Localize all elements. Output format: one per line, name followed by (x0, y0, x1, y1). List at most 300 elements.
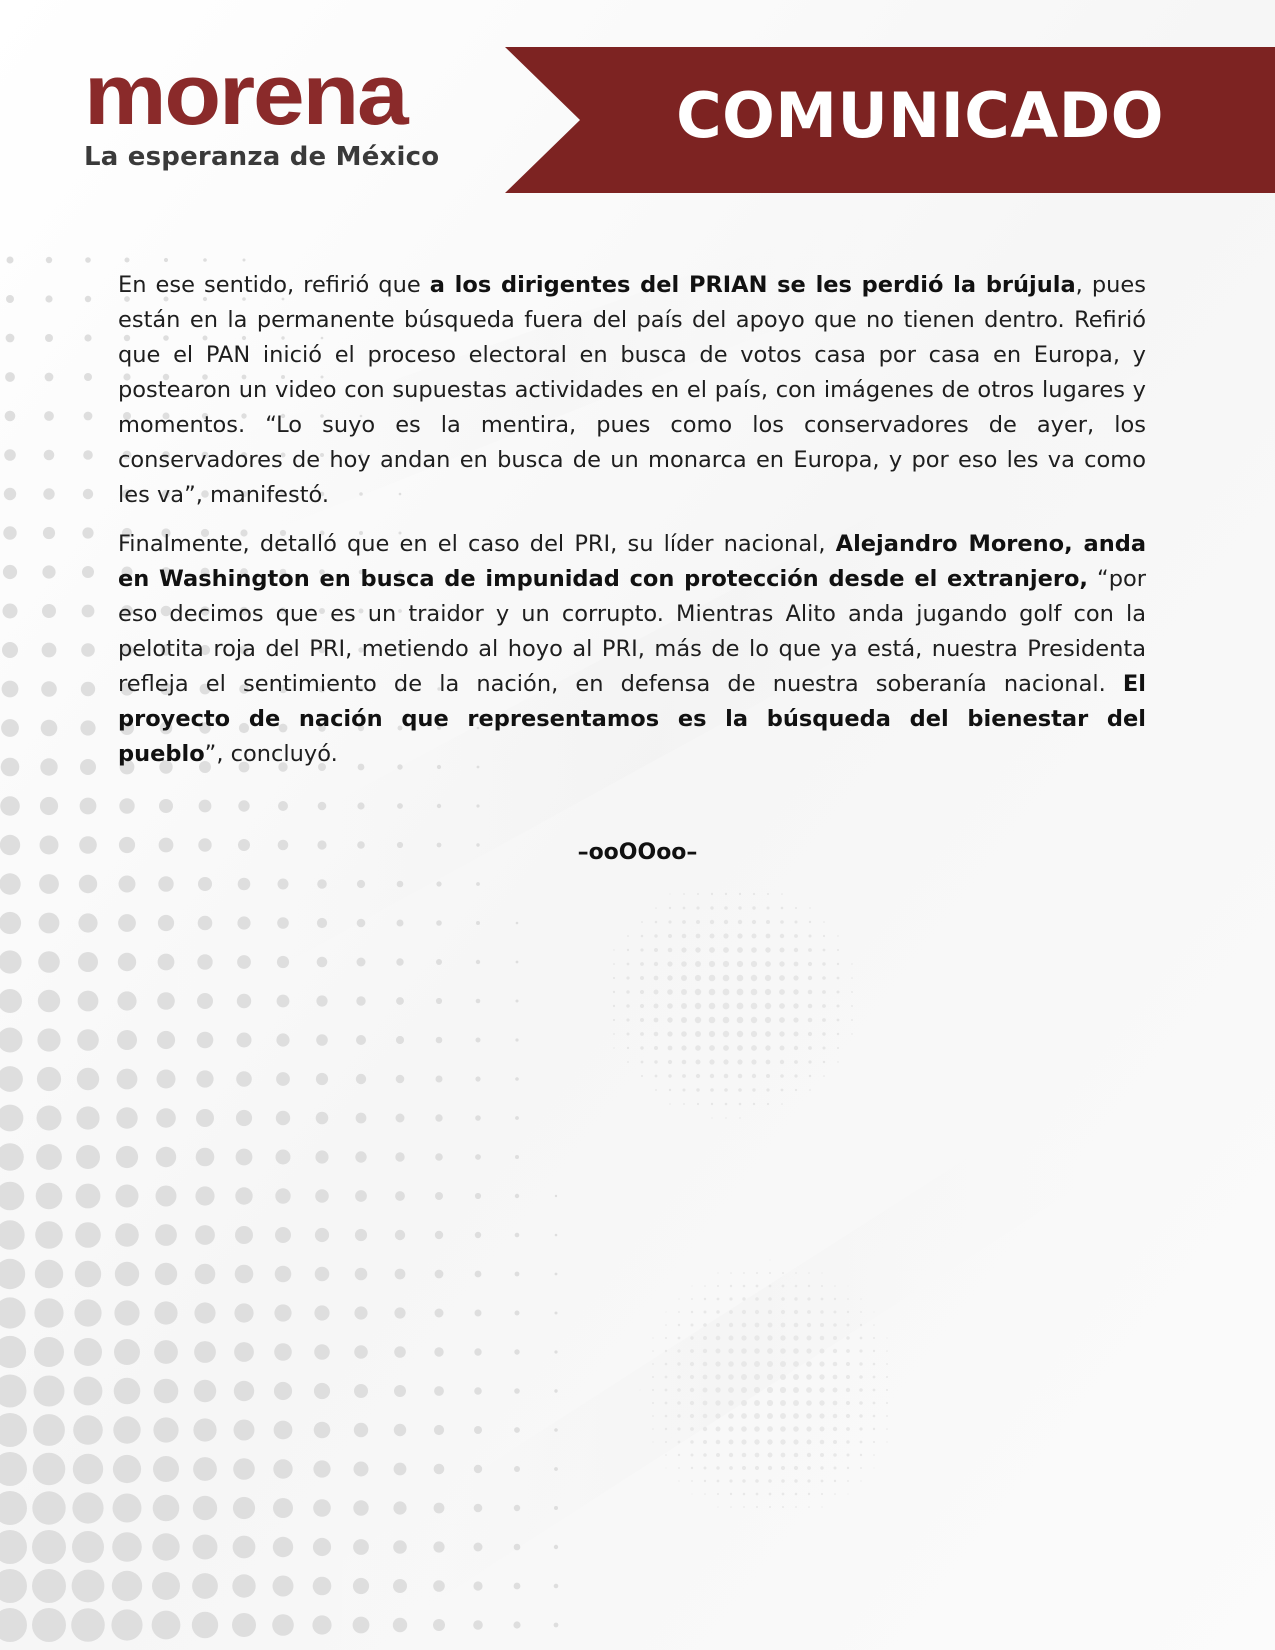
halftone-dot (46, 257, 52, 263)
halftone-dot (654, 1004, 659, 1009)
halftone-dot (83, 489, 93, 499)
halftone-dot (837, 977, 840, 980)
halftone-dot (5, 411, 16, 422)
halftone-dot (433, 1580, 445, 1592)
halftone-dot (274, 1343, 292, 1361)
halftone-dot (873, 1428, 875, 1430)
halftone-dot (767, 1387, 773, 1393)
halftone-dot (434, 1425, 444, 1435)
halftone-dot (32, 1530, 66, 1564)
halftone-dot (793, 1374, 799, 1380)
halftone-dot (278, 801, 288, 811)
halftone-dot (737, 1017, 744, 1024)
halftone-dot (742, 1310, 746, 1314)
halftone-dot (669, 893, 670, 894)
halftone-dot (695, 947, 700, 952)
halftone-dot (751, 1017, 757, 1023)
halftone-dot (717, 1480, 720, 1483)
halftone-dot (823, 921, 825, 923)
halftone-dot (741, 1426, 747, 1432)
halftone-dot (475, 1310, 482, 1317)
halftone-dot (436, 1076, 443, 1083)
halftone-dot (724, 1074, 729, 1079)
banner-title: COMUNICADO (676, 79, 1164, 152)
halftone-dot (435, 1231, 443, 1239)
halftone-dot (232, 1574, 255, 1597)
halftone-dot (314, 1383, 330, 1399)
halftone-dot (34, 1298, 63, 1327)
halftone-dot (395, 1152, 404, 1161)
halftone-dot (710, 1074, 714, 1078)
halftone-dot (199, 800, 212, 813)
halftone-dot (781, 1297, 785, 1301)
halftone-dot (807, 1336, 812, 1341)
halftone-dot (234, 1381, 254, 1401)
halftone-dot (237, 916, 250, 929)
halftone-dot (794, 1466, 798, 1470)
halftone-dot (729, 1453, 733, 1457)
halftone-dot (751, 1003, 758, 1010)
halftone-dot (793, 1400, 799, 1406)
halftone-dot (837, 963, 839, 965)
halftone-dot (725, 1117, 726, 1118)
halftone-dot (277, 956, 289, 968)
halftone-dot (692, 1286, 693, 1287)
halftone-dot (357, 802, 364, 809)
halftone-dot (435, 1309, 444, 1318)
halftone-dot (873, 1363, 876, 1366)
halftone-dot (554, 1389, 557, 1392)
halftone-dot (739, 1117, 740, 1118)
halftone-dot (396, 997, 404, 1005)
halftone-dot (475, 1193, 481, 1199)
halftone-dot (860, 1441, 863, 1444)
halftone-dot (769, 1272, 771, 1274)
halftone-dot (652, 1350, 654, 1352)
halftone-dot (681, 1017, 687, 1023)
halftone-dot (715, 1387, 720, 1392)
halftone-dot (640, 1004, 644, 1008)
halftone-dot (860, 1311, 862, 1313)
halftone-dot (860, 1298, 861, 1299)
halftone-dot (755, 1297, 759, 1301)
halftone-dot (666, 1468, 667, 1469)
halftone-dot (755, 1310, 759, 1314)
halftone-dot (690, 1375, 694, 1379)
halftone-dot (808, 1032, 812, 1036)
halftone-dot (793, 1439, 798, 1444)
halftone-dot (313, 1577, 332, 1596)
halftone-dot (42, 565, 55, 578)
halftone-dot (695, 1031, 701, 1037)
halftone-dot (848, 1494, 849, 1495)
halftone-dot (768, 1323, 773, 1328)
halftone-dot (394, 1307, 405, 1318)
halftone-dot (704, 1311, 707, 1314)
halftone-dot (79, 875, 97, 893)
halftone-dot (277, 917, 289, 929)
halftone-dot (716, 1466, 719, 1469)
halftone-dot (806, 1413, 812, 1419)
halftone-dot (665, 1324, 667, 1326)
halftone-dot (192, 1612, 218, 1638)
halftone-dot (84, 373, 92, 381)
halftone-dot (741, 1413, 747, 1419)
halftone-dot (436, 881, 441, 886)
halftone-dot (691, 1454, 694, 1457)
halftone-dot (823, 935, 825, 937)
halftone-dot (117, 1030, 137, 1050)
halftone-dot (193, 1535, 218, 1560)
halftone-dot (36, 1183, 63, 1210)
halftone-dot (738, 920, 742, 924)
halftone-dot (704, 1493, 706, 1495)
halftone-dot (737, 989, 744, 996)
halftone-dot (780, 1060, 784, 1064)
halftone-dot (434, 1347, 443, 1356)
halftone-dot (475, 1154, 481, 1160)
halftone-dot (652, 1441, 653, 1442)
halftone-dot (515, 1077, 519, 1081)
halftone-dot (80, 720, 95, 735)
halftone-dot (795, 907, 797, 909)
halftone-dot (807, 1297, 810, 1300)
halftone-dot (779, 975, 785, 981)
halftone-dot (275, 1227, 291, 1243)
halftone-dot (728, 1387, 734, 1393)
halftone-dot (690, 1336, 693, 1339)
halftone-dot (678, 1467, 680, 1469)
halftone-dot (873, 1441, 875, 1443)
halftone-dot (751, 1059, 756, 1064)
halftone-dot (83, 450, 93, 460)
halftone-dot (768, 1453, 773, 1458)
halftone-dot (197, 993, 213, 1009)
halftone-dot (793, 1017, 798, 1022)
halftone-dot (627, 935, 629, 937)
halftone-dot (703, 1336, 707, 1340)
halftone-dot (847, 1454, 850, 1457)
halftone-dot (781, 1453, 786, 1458)
halftone-dot (691, 1480, 693, 1482)
halftone-dot (716, 1323, 720, 1327)
halftone-dot (847, 1480, 849, 1482)
halftone-dot (682, 920, 686, 924)
halftone-dot (232, 1613, 256, 1637)
halftone-dot (753, 893, 755, 895)
halftone-dot (313, 1499, 331, 1517)
halftone-dot (724, 906, 728, 910)
halftone-dot (752, 906, 755, 909)
halftone-dot (716, 1349, 721, 1354)
halftone-dot (667, 961, 672, 966)
halftone-dot (43, 488, 54, 499)
halftone-dot (554, 1428, 558, 1432)
halftone-dot (716, 1440, 721, 1445)
halftone-dot (6, 295, 14, 303)
halftone-dot (640, 990, 644, 994)
halftone-dot (278, 879, 289, 890)
halftone-dot (738, 1074, 743, 1079)
halftone-dot (808, 1493, 810, 1495)
halftone-dot (859, 1401, 863, 1405)
halftone-dot (669, 1103, 670, 1104)
halftone-dot (886, 1376, 888, 1378)
halftone-dot (640, 1390, 641, 1391)
halftone-dot (837, 1019, 840, 1022)
halftone-dot (873, 1376, 876, 1379)
halftone-dot (833, 1349, 837, 1353)
halftone-dot (38, 990, 60, 1012)
halftone-dot (276, 1150, 291, 1165)
halftone-dot (819, 1387, 824, 1392)
halftone-dot (846, 1349, 850, 1353)
halftone-dot (153, 1417, 178, 1442)
halftone-dot (613, 1019, 615, 1021)
halftone-dot (33, 1414, 65, 1446)
halftone-dot (640, 1046, 643, 1049)
halftone-dot (626, 976, 629, 979)
halftone-dot (808, 1506, 810, 1508)
halftone-dot (85, 257, 91, 263)
halftone-dot (833, 1440, 837, 1444)
halftone-dot (192, 1573, 218, 1599)
halftone-dot (723, 947, 729, 953)
halftone-dot (780, 1335, 785, 1340)
halftone-dot (886, 1415, 888, 1417)
halftone-dot (119, 876, 136, 893)
halftone-dot (741, 1439, 746, 1444)
halftone-dot (767, 1413, 773, 1419)
halftone-dot (668, 1060, 672, 1064)
halftone-dot (436, 920, 442, 926)
halftone-dot (755, 1466, 759, 1470)
halftone-dot (823, 949, 826, 952)
halftone-dot (0, 873, 21, 894)
halftone-dot (682, 1074, 686, 1078)
halftone-dot (768, 1297, 772, 1301)
halftone-dot (767, 1335, 772, 1340)
halftone-dot (555, 1234, 558, 1237)
halftone-dot (677, 1349, 680, 1352)
halftone-dot (32, 1608, 66, 1642)
halftone-dot (74, 1338, 102, 1366)
halftone-dot (710, 906, 713, 909)
halftone-dot (717, 1506, 718, 1507)
logo-wordmark: morena (84, 47, 407, 143)
halftone-dot (728, 1374, 734, 1380)
halftone-dot (613, 949, 614, 950)
halftone-dot (82, 527, 93, 538)
halftone-dot (655, 1089, 657, 1091)
halftone-dot (860, 1467, 862, 1469)
halftone-dot (678, 1298, 679, 1299)
halftone-dot (820, 1349, 825, 1354)
halftone-dot (709, 1045, 715, 1051)
halftone-dot (355, 1268, 368, 1281)
halftone-dot (807, 1466, 811, 1470)
halftone-dot (781, 1103, 783, 1105)
halftone-dot (681, 1031, 687, 1037)
halftone-dot (627, 1047, 629, 1049)
halftone-dot (766, 1060, 771, 1065)
halftone-dot (516, 922, 519, 925)
halftone-dot (476, 1038, 481, 1043)
halftone-dot (114, 1378, 141, 1405)
halftone-dot (514, 1505, 520, 1511)
halftone-dot (690, 1401, 694, 1405)
halftone-dot (5, 372, 15, 382)
halftone-dot (353, 1617, 370, 1634)
halftone-dot (275, 1266, 292, 1283)
halftone-dot (197, 954, 212, 969)
halftone-dot (725, 893, 727, 895)
halftone-dot (751, 1031, 757, 1037)
halftone-dot (834, 1298, 836, 1300)
halftone-dot (627, 1033, 630, 1036)
halftone-dot (42, 643, 57, 658)
halftone-dot (847, 1311, 849, 1313)
halftone-dot (729, 1440, 734, 1445)
halftone-dot (516, 1000, 519, 1003)
halftone-dot (157, 1031, 175, 1049)
halftone-dot (435, 1153, 443, 1161)
halftone-dot (156, 1108, 176, 1128)
halftone-dot (710, 1088, 714, 1092)
halftone-dot (668, 948, 673, 953)
halftone-dot (198, 877, 212, 891)
halftone-dot (859, 1427, 862, 1430)
halftone-dot (793, 1387, 799, 1393)
halftone-dot (779, 1017, 785, 1023)
halftone-dot (752, 934, 757, 939)
halftone-dot (640, 962, 644, 966)
halftone-dot (765, 947, 770, 952)
halftone-dot (315, 1150, 328, 1163)
halftone-dot (808, 990, 813, 995)
halftone-dot (742, 1323, 747, 1328)
halftone-dot (834, 1480, 836, 1482)
halftone-dot (641, 935, 644, 938)
halftone-dot (695, 1045, 701, 1051)
halftone-dot (652, 1363, 654, 1365)
halftone-dot (822, 990, 826, 994)
halftone-dot (754, 1387, 760, 1393)
halftone-dot (476, 882, 480, 886)
halftone-dot (769, 1493, 772, 1496)
halftone-dot (781, 1089, 784, 1092)
halftone-dot (77, 1029, 99, 1051)
halftone-dot (75, 1261, 101, 1287)
halftone-dot (767, 1374, 773, 1380)
halftone-dot (769, 1506, 771, 1508)
halftone-dot (741, 1387, 747, 1393)
halftone-dot (833, 1401, 838, 1406)
halftone-dot (846, 1401, 850, 1405)
halftone-dot (741, 1348, 747, 1354)
halftone-dot (554, 1350, 557, 1353)
halftone-dot (703, 1401, 708, 1406)
halftone-dot (715, 1361, 720, 1366)
halftone-dot (697, 1103, 699, 1105)
halftone-dot (781, 1479, 785, 1483)
halftone-dot (754, 1348, 760, 1354)
halftone-dot (197, 1032, 214, 1049)
halftone-dot (753, 1103, 755, 1105)
halftone-dot (434, 1464, 445, 1475)
halftone-dot (476, 960, 480, 964)
emphasis: El proyecto de nación que representamos es la búsqueda del bienestar del pueblo (118, 671, 1146, 767)
halftone-dot (741, 1361, 747, 1367)
halftone-dot (76, 1106, 99, 1129)
halftone-dot (691, 1298, 693, 1300)
halftone-dot (396, 1075, 405, 1084)
halftone-dot (153, 1456, 179, 1482)
halftone-dot (475, 1076, 480, 1081)
halftone-dot (275, 1188, 290, 1203)
halftone-dot (807, 1453, 811, 1457)
halftone-dot (4, 449, 16, 461)
halftone-dot (152, 1611, 181, 1640)
halftone-dot (3, 565, 17, 579)
halftone-dot (475, 1271, 482, 1278)
halftone-dot (729, 1466, 733, 1470)
halftone-dot (394, 1346, 406, 1358)
halftone-dot (273, 1459, 292, 1478)
halftone-dot (822, 1032, 825, 1035)
halftone-dot (33, 1453, 66, 1486)
emphasis: a los dirigentes del PRIAN se les perdió la brújula (429, 272, 1076, 298)
halftone-dot (695, 975, 701, 981)
halftone-dot (807, 1479, 810, 1482)
halftone-dot (35, 1260, 63, 1288)
halftone-dot (317, 879, 327, 889)
halftone-dot (81, 643, 95, 657)
halftone-dot (729, 1323, 733, 1327)
halftone-dot (738, 906, 741, 909)
halftone-dot (665, 1402, 668, 1405)
halftone-dot (4, 488, 16, 500)
halftone-dot (681, 975, 687, 981)
halftone-dot (807, 1310, 811, 1314)
logo-tagline: La esperanza de México (84, 142, 440, 172)
halftone-dot (476, 999, 481, 1004)
halftone-dot (886, 1389, 888, 1391)
halftone-dot (820, 1427, 825, 1432)
halftone-dot (235, 1226, 253, 1244)
halftone-dot (396, 1114, 405, 1123)
halftone-dot (514, 1349, 519, 1354)
halftone-dot (834, 1285, 836, 1287)
halftone-dot (678, 1480, 679, 1481)
halftone-dot (886, 1337, 887, 1338)
halftone-dot (751, 989, 758, 996)
halftone-dot (730, 1285, 732, 1287)
halftone-dot (754, 1426, 760, 1432)
halftone-dot (112, 1532, 142, 1562)
halftone-dot (158, 915, 174, 931)
halftone-dot (859, 1388, 863, 1392)
halftone-dot (859, 1375, 863, 1379)
halftone-dot (39, 913, 60, 934)
halftone-dot (276, 1033, 289, 1046)
halftone-dot (751, 975, 757, 981)
halftone-dot (243, 259, 246, 262)
morena-logo (84, 47, 440, 172)
halftone-dot (795, 1493, 798, 1496)
halftone-dot (44, 450, 55, 461)
halftone-dot (765, 989, 771, 995)
